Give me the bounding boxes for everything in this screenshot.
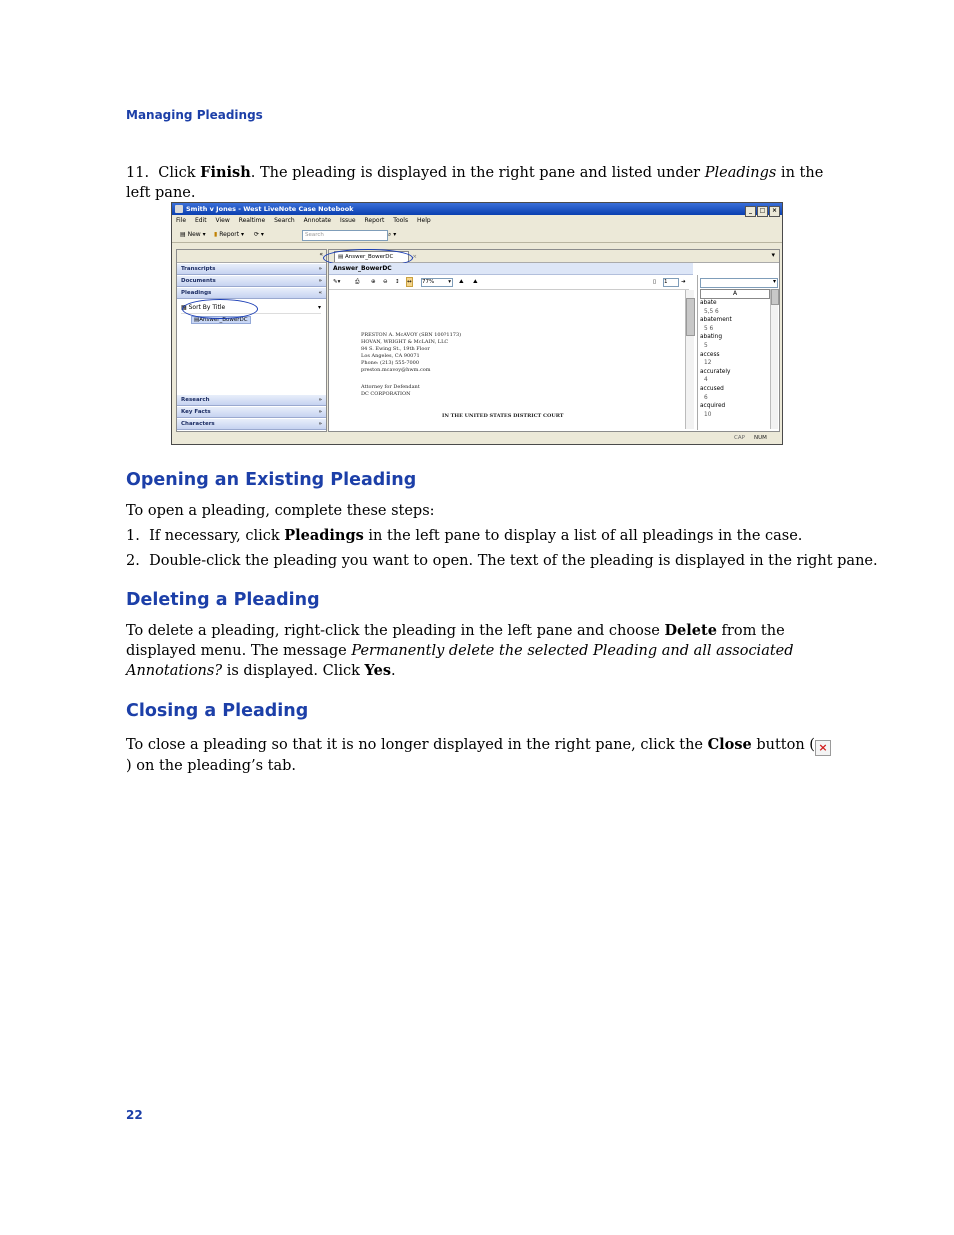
menu-help[interactable]: Help [417,217,431,224]
section-research[interactable]: Research » [177,395,326,406]
opening-step-2: 2. Double-click the pleading you want to open. The text of the pleading is displayed in the right pane. [126,553,878,569]
menu-edit[interactable]: Edit [194,217,207,224]
scroll-thumb[interactable] [686,298,695,336]
index-word[interactable]: access [700,351,720,358]
index-letter-header: A [700,289,770,299]
right-pane [328,249,780,432]
main-toolbar [172,228,782,243]
new-button[interactable]: ▤ New ▾ [180,231,206,238]
deleting-paragraph: To delete a pleading, right-click the pleading in the left pane and choose Delete from the displayed menu. The message Permanently delete the selected Pleading and all associated Annotations? is displayed. Click Yes. [126,622,794,679]
highlight-icon[interactable]: ⛰ [459,279,464,285]
zoom-out-icon[interactable]: ⊖ [383,279,388,285]
index-refs: 4 [704,377,708,384]
index-refs: 10 [704,411,712,418]
index-refs: 12 [704,360,712,367]
menu-search[interactable]: Search [274,217,295,224]
close-window-icon[interactable]: × [769,206,780,217]
index-refs: 5,5 6 [704,308,719,315]
pleading-icon: ▤ [194,317,200,323]
index-list [700,299,768,419]
menu-bar [172,215,782,227]
dropdown-arrow-icon: ▾ [772,278,776,285]
zoom-in-icon[interactable]: ⊕ [371,279,376,285]
scroll-thumb[interactable] [771,289,779,305]
close-icon[interactable]: × [412,254,417,260]
index-refs: 5 6 [704,325,714,332]
pleading-tree-item[interactable]: ▤Answer_BowerDC [191,316,251,324]
maximize-icon[interactable]: □ [757,206,768,217]
running-head: Managing Pleadings [126,108,263,122]
zoom-select[interactable]: 77% ▾ [422,279,451,285]
step-11: 11. Click Finish. The pleading is displayed in the right pane and listed under Pleadings in the left pane. [126,164,824,201]
search-input[interactable]: Search [302,230,388,241]
left-pane [176,249,327,432]
page-field[interactable]: 1 [663,278,679,287]
menu-tools[interactable]: Tools [393,217,409,224]
print-icon[interactable]: ⎙ [355,279,360,285]
dropdown-arrow-icon: ▾ [317,304,321,311]
document-scrollbar[interactable] [685,290,694,429]
tab-answer-bowerdc[interactable]: ▤ Answer_BowerDC × [334,251,409,262]
section-characters[interactable]: Characters » [177,419,326,430]
num-indicator: NUM [754,435,767,441]
chevron-down-icon: » [318,421,322,427]
index-word[interactable]: abate [700,300,717,306]
chevron-down-icon: » [318,409,322,415]
chevron-up-icon: « [318,290,322,296]
section-documents[interactable]: Documents » [177,276,326,287]
index-select[interactable] [700,278,778,288]
app-icon [175,205,183,213]
page-icon: ▯ [653,279,657,285]
search-icon[interactable]: ⌕ ▾ [388,231,397,238]
status-bar [172,432,782,444]
index-refs: 6 [704,394,708,401]
index-word[interactable]: accurately [700,368,731,375]
menu-report[interactable]: Report [364,217,385,224]
new-icon: ▤ [180,231,186,238]
window-title: Smith v Jones - West LiveNote Case Notebook [186,205,354,213]
tab-strip [329,250,779,263]
find-icon[interactable]: ⛰ [473,279,478,285]
heading-deleting: Deleting a Pleading [126,590,320,610]
tab-list-icon[interactable]: ▾ [771,251,775,259]
fit-height-icon[interactable]: ↕ [395,279,400,285]
sort-dropdown[interactable]: ▦ Sort By Title ▾ [181,304,321,314]
menu-realtime[interactable]: Realtime [238,217,266,224]
document-toolbar [329,275,689,290]
cap-indicator: CAP [734,435,745,441]
go-icon[interactable]: ➜ [681,279,686,285]
collapse-icon[interactable]: « [319,251,323,258]
index-word[interactable]: abating [700,334,723,341]
window-titlebar [172,203,782,215]
close-icon: × [815,740,831,756]
annotate-icon[interactable]: ✎▾ [333,279,341,285]
menu-issue[interactable]: Issue [340,217,356,224]
report-button[interactable]: ▮ Report ▾ [214,231,245,238]
menu-file[interactable]: File [176,217,187,224]
page-number: 22 [126,1108,143,1122]
document-title: Answer_BowerDC [329,263,693,275]
heading-closing: Closing a Pleading [126,701,309,721]
section-key-facts[interactable]: Key Facts » [177,407,326,418]
highlight-circle [182,299,258,319]
index-word[interactable]: accused [700,385,724,392]
menu-view[interactable]: View [215,217,230,224]
closing-paragraph: To close a pleading so that it is no longer displayed in the right pane, click the Close button ( ×) on the pleading’s tab. [126,735,831,776]
index-refs: 5 [704,342,708,349]
refresh-icon[interactable]: ⟳ ▾ [254,231,264,238]
menu-annotate[interactable]: Annotate [303,217,332,224]
opening-step-1: 1. If necessary, click Pleadings in the left pane to display a list of all pleadings in the case. [126,527,803,544]
opening-intro: To open a pleading, complete these steps: [126,503,435,519]
step-number: 11. [126,165,150,181]
chart-icon: ▮ [214,231,218,238]
document-body: PRESTON A. McAVOY (SBN 100?1173) HOVAN, WRIGHT & McLAIN, LLC 84 S. Ewing St., 19th Floor Los Angeles, CA 90071 Phone: (213) 555-7000 preston.mcavoy@hwm.com Attorney for Defendant DC CORPORATION IN THE UNITED STATES DISTRICT COURT [361,332,564,419]
chevron-down-icon: » [318,266,322,272]
word-index-panel [697,275,779,430]
pleading-icon: ▤ [338,254,344,260]
fit-width-icon[interactable]: ↔ [407,279,412,285]
heading-opening: Opening an Existing Pleading [126,470,417,490]
chevron-down-icon: » [318,397,322,403]
section-pleadings[interactable]: Pleadings « [177,288,326,299]
section-transcripts[interactable]: Transcripts » [177,264,326,275]
index-word[interactable]: abatement [700,317,732,324]
chevron-down-icon: » [318,278,322,284]
index-scrollbar[interactable] [770,289,778,429]
minimize-icon[interactable]: _ [745,206,756,217]
index-word[interactable]: acquired [700,403,726,410]
app-screenshot [171,202,783,445]
sort-icon: ▦ [181,304,187,311]
